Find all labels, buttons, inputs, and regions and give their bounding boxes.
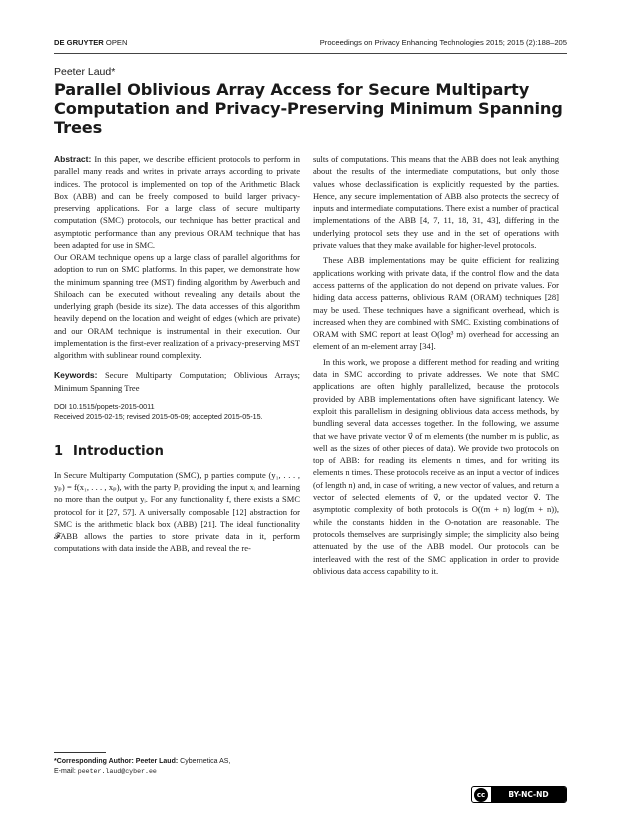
intro-paragraph-1: sults of computations. This means that the ABB does not leak anything about the results of the intermediate computations, but only those values whose declassification is explicitly requested by the parties. Hence, any secure implementation of ABB also protects the secrecy of inputs and intermediate computations. There exist a number of practical implementations of the ABB [4, 7, 11, 18, 31, 43], differing in the underlying protocol sets they use and in the set of operations with private values that they make available for higher-level protocols. <box>313 154 559 251</box>
header-rule <box>54 53 567 54</box>
cc-license-badge <box>471 786 567 803</box>
doi: DOI 10.1515/popets-2015-0011 <box>54 401 155 411</box>
keywords: Keywords: Secure Multiparty Computation; Oblivious Arrays; Minimum Spanning Tree <box>54 370 300 393</box>
intro-paragraph-3: In this work, we propose a different method for reading and writing data in SMC according to private addresses. We note that SMC applications are often highly parallelized, because the protocols provided by ABB implementations often have significant latency. We exploit this parallelism in designing oblivious data access methods, by bundling several data accesses together. In the following, we assume that we have private vector v⃗ of m elements (the number m is public, as well as the sizes of other pieces of data). We provide two protocols on top of ABB: for reading its elements n times, and for writing its elements n times. These protocols receive as an input a vector of indices (of length n) and, in case of writing, a new vector of values, and return a vector of selected elements of v⃗, or the updated vector v⃗. The asymptotic complexity of both protocols is O((m + n) log(m + n)), while the constants hidden in the O-notation are reasonable. The protocols themselves are surprisingly simple; the simplicity also being attenuated by the use of the ABB model. Our protocols can be interleaved with the rest of the SMC application in order to provide oblivious data access capability to it. <box>313 356 559 576</box>
footnote-rule <box>54 752 106 753</box>
running-header <box>54 38 567 50</box>
journal-citation: Proceedings on Privacy Enhancing Technologies 2015; 2015 (2):188–205 <box>319 38 567 47</box>
cc-icon: cc <box>474 788 488 802</box>
received-dates: Received 2015-02-15; revised 2015-05-09; accepted 2015-05-15. <box>54 411 263 421</box>
right-column <box>313 153 559 577</box>
abstract-paragraph-2: Our ORAM technique opens up a large class of parallel algorithms for adoption to run on SMC platforms. In this paper, we demonstrate how the minimum spanning tree (MST) finding algorithm by Awerbuch and Shiloach can be executed without revealing any details about the underlying graph (beside its size). The data accesses of this algorithm heavily depend on the location and weight of edges (which are private) and our ORAM technique is instrumental in their execution. Our implementation is the first-ever realization of a privacy-preserving MST algorithm with sublinear round complexity. <box>54 252 300 360</box>
publisher-name: DE GRUYTER OPEN <box>54 38 128 47</box>
paper-title: Parallel Oblivious Array Access for Secure Multiparty Computation and Privacy-Preserving Minimum Spanning Trees <box>54 80 563 137</box>
section-heading: 1 Introduction <box>54 443 164 459</box>
corresponding-author-footnote: *Corresponding Author: Peeter Laud: Cybernetica AS, E-mail: peeter.laud@cyber.ee <box>54 758 231 775</box>
intro-paragraph-left: In Secure Multiparty Computation (SMC), p parties compute (y₁, . . . , yₚ) = f(x₁, . . . , xₚ), with the party Pᵢ providing the input xᵢ and learning no more than the output yᵢ. For any functionality f, there exists a SMC protocol for it [27, 57]. A universally composable [12] abstraction for SMC is the arithmetic black box (ABB) [21]. The ideal functionality 𝓕ABB allows the parties to store private data in it, perform computations with data inside the ABB, and reveal the re- <box>54 469 300 554</box>
left-column <box>54 153 300 555</box>
author-email: peeter.laud@cyber.ee <box>77 768 157 775</box>
author-name: Peeter Laud* <box>54 66 116 78</box>
abstract-paragraph-1: Abstract: In this paper, we describe efficient protocols to perform in parallel many reads and writes in private arrays according to private indices. The protocol is implemented on top of the Arithmetic Black Box (ABB) and can be freely composed to build larger privacy-preserving applications. For a large class of secure multiparty computation (SMC) protocols, our technique has better practical and asymptotic performance than any previous ORAM technique that has been adapted for use in SMC. <box>54 154 301 250</box>
license-label: BY-NC-ND <box>491 787 566 802</box>
intro-paragraph-2: These ABB implementations may be quite efficient for realizing applications working with private data, if the control flow and the data access patterns of the application do not depend on private values. For hiding data access patterns, oblivious RAM (ORAM) techniques [28] may be used. These techniques have a significant overhead, which is increased when they are combined with SMC. Existing combinations of ORAM with SMC report at least O(log³ m) overhead for accessing an element of an m-element array [34]. <box>313 255 559 352</box>
